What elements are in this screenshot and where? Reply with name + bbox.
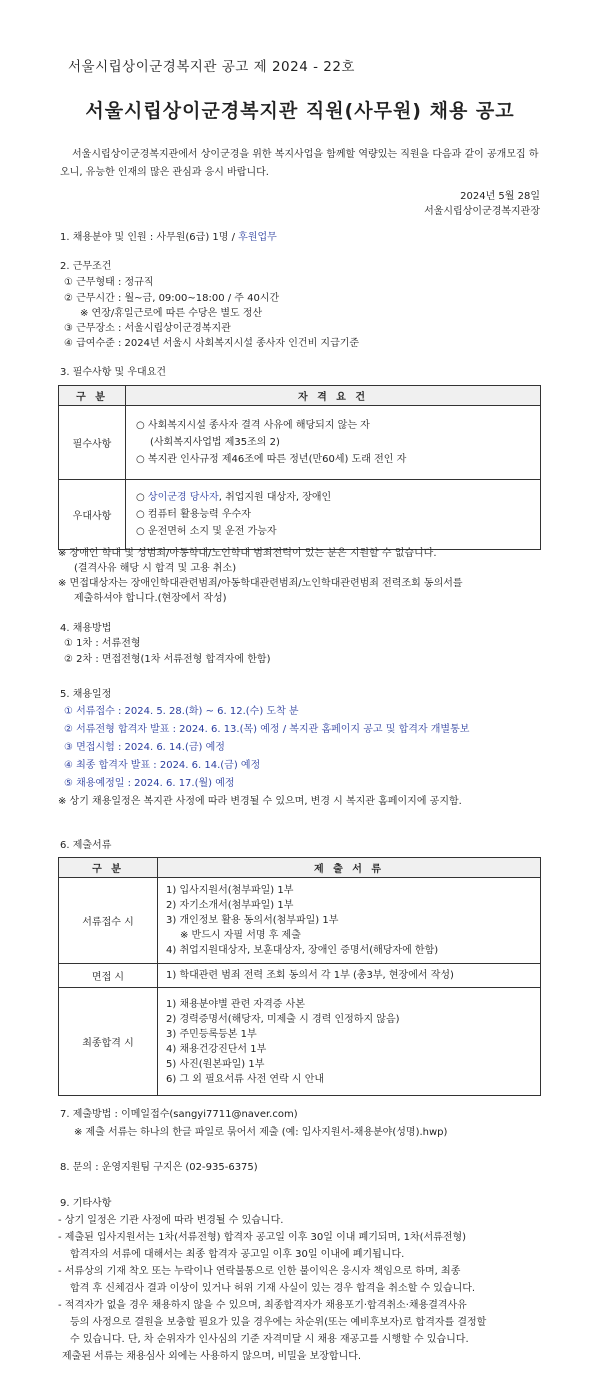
section-2-line: ① 근무형태 : 정규직: [64, 277, 154, 288]
section-7-heading: 7. 제출방법 : 이메일접수(sangyi7711@naver.com): [60, 1109, 298, 1120]
misc-line: - 적격자가 없을 경우 채용하지 않을 수 있으며, 최종합격자가 채용포기·합격취소·채용결격사유: [58, 1300, 467, 1311]
table-header-category: 구 분: [59, 386, 126, 406]
section-6-heading: 6. 제출서류: [60, 840, 112, 851]
misc-line: 합격자의 서류에 대해서는 최종 합격자 공고일 이후 30일 이내에 폐기됩니다.: [70, 1249, 405, 1260]
doc-item: 1) 채용분야별 관련 자격증 사본: [166, 998, 305, 1010]
page-title: 서울시립상이군경복지관 직원(사무원) 채용 공고: [85, 100, 515, 122]
preferred-item-highlight: 상이군경 당사자: [147, 492, 219, 503]
doc-item: 2) 자기소개서(첨부파일) 1부: [166, 900, 294, 911]
section-1: [60, 231, 277, 244]
documents-table: [58, 857, 541, 1096]
required-item: ○ 사회복지시설 종사자 결격 사유에 해당되지 않는 자: [136, 420, 370, 431]
preferred-item-rest: , 취업지원 대상자, 장애인: [218, 492, 332, 503]
misc-line: - 상기 일정은 기관 사정에 따라 변경될 수 있습니다.: [58, 1215, 284, 1226]
section-7-note: ※ 제출 서류는 하나의 한글 파일로 묶어서 제출 (예: 입사지원서-채용분야(성명).hwp): [74, 1127, 448, 1138]
schedule-step: ⑤ 채용예정일 : 2024. 6. 17.(월) 예정: [64, 778, 235, 789]
preferred-item: ○ 상이군경 당사자, 취업지원 대상자, 장애인: [136, 492, 332, 503]
preferred-item: ○ 컴퓨터 활용능력 우수자: [136, 509, 251, 520]
notice-date: 2024년 5월 28일: [460, 191, 540, 202]
section-2-note: ※ 연장/휴일근로에 따른 수당은 별도 정산: [80, 308, 263, 319]
misc-line: 등의 사정으로 결원을 보충할 필요가 있을 경우에는 차순위(또는 예비후보자)로 합격자를 결정할: [70, 1317, 487, 1328]
required-item: ○ 복지관 인사규정 제46조에 따른 정년(만60세) 도래 전인 자: [136, 454, 407, 465]
docs-row-cell: [158, 878, 541, 964]
preferred-label: 우대사항: [59, 480, 126, 550]
section-1-field: 후원업무: [238, 232, 277, 243]
section-1-text: 1. 채용분야 및 인원 : 사무원(6급) 1명 /: [60, 232, 239, 243]
doc-item-note: ※ 반드시 자필 서명 후 제출: [180, 930, 301, 941]
requirements-table: [58, 385, 541, 550]
preferred-item: ○ 운전면허 소지 및 운전 가능자: [136, 526, 277, 537]
required-item-note: (사회복지사업법 제35조의 2): [150, 437, 280, 448]
section-9-heading: 9. 기타사항: [60, 1198, 112, 1209]
docs-row-label: 면접 시: [59, 964, 158, 988]
doc-item: 4) 취업지원대상자, 보훈대상자, 장애인 증명서(해당자에 한함): [166, 945, 439, 956]
docs-row-label: 서류접수 시: [59, 878, 158, 964]
section-3-note: 제출하셔야 합니다.(현장에서 작성): [74, 593, 227, 604]
misc-line: - 서류상의 기재 착오 또는 누락이나 연락불통으로 인한 불이익은 응시자 책임으로 하며, 최종: [58, 1266, 461, 1277]
docs-row-label: 최종합격 시: [59, 988, 158, 1096]
misc-line: 제출된 서류는 채용심사 외에는 사용하지 않으며, 비밀을 보장합니다.: [62, 1351, 362, 1362]
section-3-note: ※ 면접대상자는 장애인학대관련범죄/아동학대관련범죄/노인학대관련범죄 전력조회 동의서를: [58, 578, 463, 589]
schedule-step: ① 서류접수 : 2024. 5. 28.(화) ~ 6. 12.(수) 도착 분: [64, 706, 299, 717]
section-4-heading: 4. 채용방법: [60, 623, 112, 634]
misc-line: 수 있습니다. 단, 차 순위자가 인사심의 기준 자격미달 시 채용 재공고를 시행할 수 있습니다.: [70, 1334, 469, 1345]
section-2-line: ③ 근무장소 : 서울시립상이군경복지관: [64, 323, 231, 334]
misc-line: - 제출된 입사지원서는 1차(서류전형) 합격자 공고일 이후 30일 이내 폐기되며, 1차(서류전형): [58, 1232, 467, 1243]
doc-item: 3) 주민등록등본 1부: [166, 1028, 257, 1040]
section-2-heading: 2. 근무조건: [60, 261, 112, 272]
required-label: 필수사항: [59, 406, 126, 480]
section-8-contact: 8. 문의 : 운영지원팀 구지은 (02-935-6375): [60, 1162, 258, 1173]
section-3-note: (결격사유 해당 시 합격 및 고용 취소): [74, 563, 237, 574]
notice-number: 서울시립상이군경복지관 공고 제 2024 - 22호: [68, 59, 355, 75]
misc-line: 합격 후 신체검사 결과 이상이 있거나 허위 기재 사실이 있는 경우 합격을 취소할 수 있습니다.: [70, 1283, 476, 1294]
required-cell: [126, 406, 541, 480]
schedule-step: ③ 면접시험 : 2024. 6. 14.(금) 예정: [64, 742, 225, 753]
section-3-heading: 3. 필수사항 및 우대요건: [60, 367, 167, 378]
section-2-line: ④ 급여수준 : 2024년 서울시 사회복지시설 종사자 인건비 지급기준: [64, 338, 360, 349]
section-2-line: ② 근무시간 : 월~금, 09:00~18:00 / 주 40시간: [64, 293, 280, 304]
section-4-line: ② 2차 : 면접전형(1차 서류전형 합격자에 한함): [64, 654, 271, 665]
notice-signer: 서울시립상이군경복지관장: [424, 206, 540, 217]
section-5-note: ※ 상기 채용일정은 복지관 사정에 따라 변경될 수 있으며, 변경 시 복지관 홈페이지에 공지함.: [58, 796, 462, 807]
doc-item: 1) 입사지원서(첨부파일) 1부: [166, 885, 294, 896]
table-header-documents: 제 출 서 류: [158, 858, 541, 878]
doc-item: 3) 개인정보 활용 동의서(첨부파일) 1부: [166, 915, 339, 926]
table-header-category: 구 분: [59, 858, 158, 878]
table-header-requirements: 자 격 요 건: [126, 386, 541, 406]
doc-item: 6) 그 외 필요서류 사전 연락 시 안내: [166, 1073, 325, 1085]
section-3-note: ※ 장애인 학대 및 성범죄/아동학대/노인학대 범죄전력이 있는 분은 지원할 수 없습니다.: [58, 548, 437, 559]
schedule-step: ④ 최종 합격자 발표 : 2024. 6. 14.(금) 예정: [64, 760, 261, 771]
preferred-cell: [126, 480, 541, 550]
intro-paragraph: 서울시립상이군경복지관에서 상이군경을 위한 복지사업을 함께할 역량있는 직원을 다음과 같이 공개모집 하오니, 유능한 인재의 많은 관심과 응시 바랍니다.: [60, 149, 539, 178]
section-4-line: ① 1차 : 서류전형: [64, 638, 141, 649]
doc-item: 5) 사진(원본파일) 1부: [166, 1058, 265, 1070]
docs-row-cell: [158, 964, 541, 988]
doc-item: 1) 학대관련 범죄 전력 조회 동의서 각 1부 (총3부, 현장에서 작성): [166, 970, 454, 981]
section-5-heading: 5. 채용일정: [60, 689, 112, 700]
docs-row-cell: [158, 988, 541, 1096]
doc-item: 2) 경력증명서(해당자, 미제출 시 경력 인정하지 않음): [166, 1013, 400, 1025]
schedule-step: ② 서류전형 합격자 발표 : 2024. 6. 13.(목) 예정 / 복지관 홈페이지 공고 및 합격자 개별통보: [64, 724, 470, 735]
doc-item: 4) 채용건강진단서 1부: [166, 1043, 267, 1055]
